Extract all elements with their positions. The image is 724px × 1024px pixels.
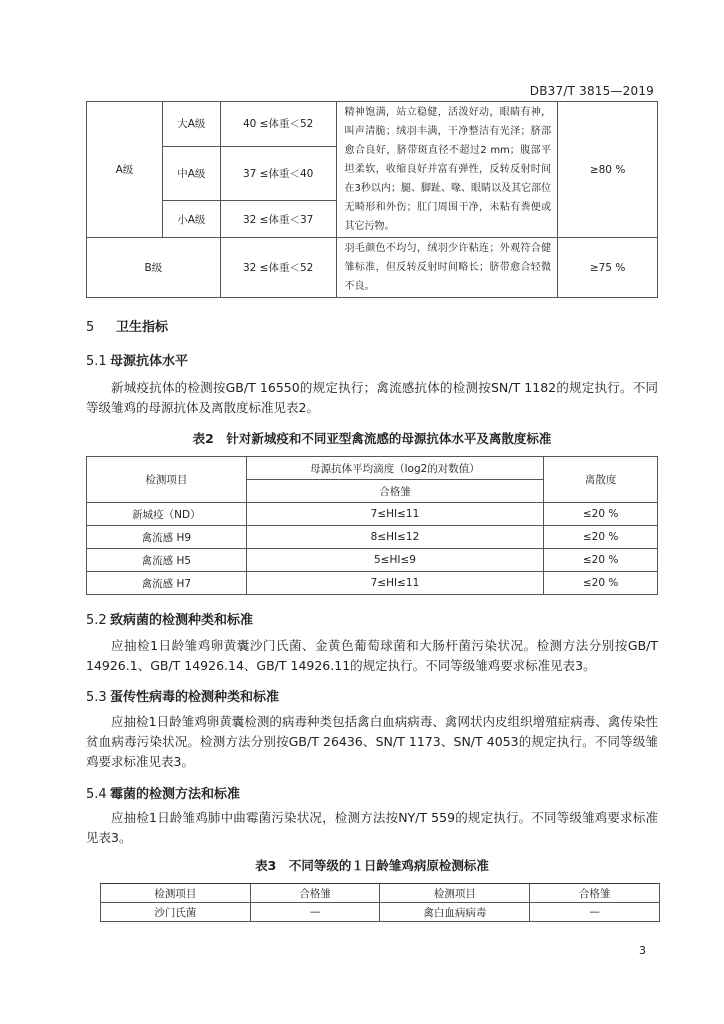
grade-b-description: 羽毛颜色不均匀，绒羽少许粘连；外观符合健雏标准，但反转反射时间略长；脐带愈合轻微不良。 xyxy=(336,238,558,298)
grade-b-cell: B级 xyxy=(87,238,221,298)
table-row xyxy=(101,903,660,922)
table-cell: 禽流感 H7 xyxy=(87,572,247,595)
weight-cell: 32 ≤体重＜52 xyxy=(220,238,336,298)
antibody-table xyxy=(86,456,658,595)
grade-a-description: 精神饱满，站立稳健，活泼好动，眼睛有神，叫声清脆；绒羽丰满，干净整洁有光泽；脐部愈合良好，脐带斑直径不超过2 mm；腹部平坦柔软，收缩良好并富有弹性，反转反射时间在3秒以内；腿、脚趾、喙、眼睛以及其它部位无畸形和外伤；肛门周围干净，未粘有粪便或其它污物。 xyxy=(336,102,558,238)
table-row xyxy=(87,572,658,595)
subgrade-cell: 小A级 xyxy=(162,201,220,238)
subgrade-cell: 大A级 xyxy=(162,102,220,147)
table-cell: ≤20 % xyxy=(544,572,658,595)
table-header-row xyxy=(101,884,660,903)
section-5-2-paragraph: 应抽检1日龄雏鸡卵黄囊沙门氏菌、金黄色葡萄球菌和大肠杆菌污染状况。检测方法分别按GB/T 14926.1、GB/T 14926.14、GB/T 14926.11的规定执行。不同等级雏鸡要求标准见表3。 xyxy=(86,638,658,673)
section-title: 致病菌的检测种类和标准 xyxy=(110,613,254,628)
section-5-1-heading xyxy=(86,350,188,369)
column-header: 离散度 xyxy=(544,457,658,503)
table-cell: ≤20 % xyxy=(544,503,658,526)
column-header: 检测项目 xyxy=(87,457,247,503)
table-cell: 沙门氏菌 xyxy=(101,903,251,922)
weight-cell: 32 ≤体重＜37 xyxy=(220,201,336,238)
pathogen-table xyxy=(100,883,660,922)
table-row xyxy=(87,238,658,298)
section-number: 5.4 xyxy=(86,787,107,802)
section-title: 蛋传性病毒的检测种类和标准 xyxy=(110,690,280,705)
section-5-2-heading xyxy=(86,609,253,628)
column-header: 合格雏 xyxy=(246,480,543,503)
table-cell: 禽白血病病毒 xyxy=(380,903,530,922)
column-header: 合格雏 xyxy=(530,884,660,903)
section-title: 母源抗体水平 xyxy=(110,354,189,369)
table-cell: 新城疫（ND） xyxy=(87,503,247,526)
table-cell: — xyxy=(530,903,660,922)
section-title: 卫生指标 xyxy=(116,320,169,335)
column-header: 母源抗体平均滴度（log2的对数值） xyxy=(246,457,543,480)
weight-cell: 40 ≤体重＜52 xyxy=(220,102,336,147)
table-cell: 5≤HI≤9 xyxy=(246,549,543,572)
table-row xyxy=(87,526,658,549)
subgrade-cell: 中A级 xyxy=(162,146,220,200)
table-3-caption: 表3 不同等级的１日龄雏鸡病原检测标准 xyxy=(255,858,489,873)
table-cell: 禽流感 H5 xyxy=(87,549,247,572)
table-row xyxy=(87,549,658,572)
section-5-3-paragraph: 应抽检1日龄雏鸡卵黄囊检测的病毒种类包括禽白血病病毒、禽网状内皮组织增殖症病毒、禽传染性贫血病毒污染状况。检测方法分别按GB/T 26436、SN/T 1173、SN/T 4053的规定执行。不同等级雏鸡要求标准见表3。 xyxy=(86,714,658,769)
table-cell: 8≤HI≤12 xyxy=(246,526,543,549)
grade-a-rate: ≥80 % xyxy=(558,102,658,238)
page-number: 3 xyxy=(639,944,646,957)
table-header-row xyxy=(87,457,658,480)
weight-cell: 37 ≤体重＜40 xyxy=(220,146,336,200)
grade-table xyxy=(86,101,658,298)
section-5-4-heading xyxy=(86,783,240,802)
table-2-caption: 表2 针对新城疫和不同亚型禽流感的母源抗体水平及离散度标准 xyxy=(192,431,552,446)
table-row xyxy=(87,503,658,526)
section-5-heading xyxy=(86,316,168,335)
table-cell: ≤20 % xyxy=(544,526,658,549)
column-header: 检测项目 xyxy=(380,884,530,903)
section-5-4-paragraph: 应抽检1日龄雏鸡肺中曲霉菌污染状况，检测方法按NY/T 559的规定执行。不同等级雏鸡要求标准见表3。 xyxy=(86,810,658,845)
grade-b-rate: ≥75 % xyxy=(558,238,658,298)
table-cell: 7≤HI≤11 xyxy=(246,503,543,526)
table-cell: 禽流感 H9 xyxy=(87,526,247,549)
section-5-1-paragraph: 新城疫抗体的检测按GB/T 16550的规定执行；禽流感抗体的检测按SN/T 1182的规定执行。不同等级雏鸡的母源抗体及离散度标准见表2。 xyxy=(86,380,658,415)
standard-code: DB37/T 3815—2019 xyxy=(529,84,654,98)
table-cell: 7≤HI≤11 xyxy=(246,572,543,595)
section-number: 5.1 xyxy=(86,354,107,369)
section-title: 霉菌的检测方法和标准 xyxy=(110,787,241,802)
table-cell: — xyxy=(250,903,380,922)
section-5-3-heading xyxy=(86,686,279,705)
section-number: 5.3 xyxy=(86,690,107,705)
column-header: 检测项目 xyxy=(101,884,251,903)
grade-a-cell: A级 xyxy=(87,102,163,238)
table-cell: ≤20 % xyxy=(544,549,658,572)
section-number: 5 xyxy=(86,320,95,335)
section-number: 5.2 xyxy=(86,613,107,628)
table-row xyxy=(87,102,658,147)
column-header: 合格雏 xyxy=(250,884,380,903)
